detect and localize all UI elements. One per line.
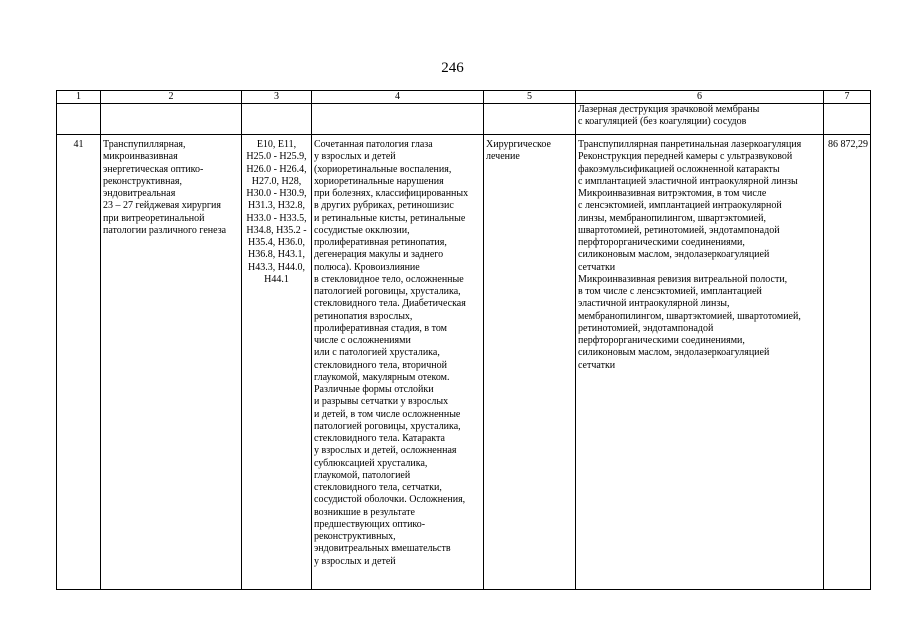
text-line: патологии различного генеза bbox=[103, 224, 227, 236]
text-line: у взрослых и детей, осложненная bbox=[314, 445, 457, 457]
text-line: пролиферативная стадия, в том bbox=[314, 322, 447, 334]
table-header-row bbox=[57, 91, 871, 104]
text-line: Различные формы отслойки bbox=[314, 384, 434, 395]
text-line: H31.3, H32.8, bbox=[248, 200, 305, 212]
text-line: H36.8, H43.1, bbox=[248, 249, 305, 261]
text-line: и разрывы сетчатки у взрослых bbox=[314, 396, 449, 408]
header-cell: 2 bbox=[101, 91, 242, 104]
text-line: дегенерация макулы и заднего bbox=[314, 249, 444, 261]
text-line: с имплантацией эластичной интраокулярной линзы bbox=[578, 175, 798, 187]
text-line: H27.0, H28, bbox=[251, 175, 302, 187]
text-line: перфторорганическими соединениями, bbox=[578, 237, 745, 248]
text-line: энергетическая оптико- bbox=[103, 163, 204, 175]
text-line: при витреоретинальной bbox=[103, 212, 205, 224]
text-line: пролиферативная ретинопатия, bbox=[314, 237, 447, 248]
text-line: сосудистой оболочки. Осложнения, bbox=[314, 494, 466, 506]
table-row bbox=[57, 135, 871, 590]
text-line: H33.0 - H33.5, bbox=[246, 212, 307, 224]
header-cell: 6 bbox=[576, 91, 824, 104]
text-line: факоэмульсификацией осложненной катаракты bbox=[578, 163, 780, 175]
header-cell: 5 bbox=[484, 91, 576, 104]
header-cell: 1 bbox=[57, 91, 101, 104]
text-line: с коагуляцией (без коагуляции) сосудов bbox=[578, 116, 747, 128]
text-line: полюса). Кровоизлияние bbox=[314, 261, 420, 273]
text-line: глаукомой, патологией bbox=[314, 469, 411, 481]
continuation-row bbox=[57, 104, 871, 135]
text-line: и ретинальные кисты, ретинальные bbox=[314, 212, 466, 224]
text-line: стекловидного тела. Катаракта bbox=[314, 433, 445, 444]
text-line: предшествующих оптико- bbox=[314, 518, 426, 530]
continuation-methods-cell bbox=[576, 104, 824, 135]
row-number-cell: 41 bbox=[57, 135, 101, 590]
procedures-table bbox=[56, 90, 871, 590]
text-line: в том числе с ленсэктомией, имплантацией bbox=[578, 286, 762, 297]
text-line: эндовитреальных вмешательств bbox=[314, 543, 451, 555]
text-line: Транспупиллярная панретинальная лазеркоагуляция bbox=[578, 139, 802, 150]
text-line: с ленсэктомией, имплантацией интраокулярной bbox=[578, 200, 782, 212]
page-number: 246 bbox=[441, 60, 464, 76]
text-line: перфторорганическими соединениями, bbox=[578, 335, 745, 346]
text-line: линзы, мембранопилингом, швартэктомией, bbox=[578, 212, 766, 224]
text-line: Хирургическое bbox=[486, 139, 551, 150]
text-line: глаукомой, макулярным отеком. bbox=[314, 371, 450, 383]
text-line: силиконовым маслом, эндолазеркоагуляцией bbox=[578, 249, 770, 261]
text-line: в стекловидное тело, осложненные bbox=[314, 273, 464, 285]
text-line: Микроинвазивная ревизия витреальной полости, bbox=[578, 273, 788, 285]
text-line: H35.4, H36.0, bbox=[248, 237, 305, 248]
text-line: H44.1 bbox=[264, 273, 289, 285]
treatment-methods-cell bbox=[576, 135, 824, 590]
text-line: реконструктивная, bbox=[103, 175, 182, 187]
text-line: при болезнях, классифицированных bbox=[314, 188, 469, 199]
text-line: (хориоретинальные воспаления, bbox=[314, 163, 452, 175]
text-line: у взрослых и детей bbox=[314, 555, 396, 567]
text-line: Сочетанная патология глаза bbox=[314, 139, 433, 150]
text-line: реконструктивных, bbox=[314, 531, 396, 542]
text-line: эндовитреальная bbox=[103, 188, 176, 199]
text-line: H30.0 - H30.9, bbox=[246, 188, 307, 199]
text-line: H34.8, H35.2 - bbox=[246, 224, 307, 236]
text-line: лечение bbox=[486, 151, 520, 163]
text-line: Лазерная деструкция зрачковой мембраны bbox=[578, 104, 760, 115]
text-line: сосудистые окклюзии, bbox=[314, 224, 410, 236]
text-line: силиконовым маслом, эндолазеркоагуляцией bbox=[578, 347, 770, 359]
text-line: ретинопатия взрослых, bbox=[314, 310, 413, 322]
text-line: хориоретинальные нарушения bbox=[314, 175, 444, 187]
text-line: сетчатки bbox=[578, 261, 616, 273]
cost-cell: 86 872,29 bbox=[824, 135, 871, 590]
text-line: сублюксацией хрусталика, bbox=[314, 457, 428, 469]
text-line: у взрослых и детей bbox=[314, 151, 396, 163]
text-line: числе с осложнениями bbox=[314, 335, 411, 346]
text-line: в других рубриках, ретиношизис bbox=[314, 200, 454, 212]
text-line: H43.3, H44.0, bbox=[248, 261, 305, 273]
header-cell: 4 bbox=[312, 91, 484, 104]
treatment-type-cell bbox=[484, 135, 576, 590]
text-line: Реконструкция передней камеры с ультразвуковой bbox=[578, 151, 793, 163]
text-line: возникшие в результате bbox=[314, 506, 415, 518]
text-line: швартотомией, ретинотомией, эндотампонадой bbox=[578, 224, 780, 236]
header-cell: 7 bbox=[824, 91, 871, 104]
text-line: стекловидного тела. Диабетическая bbox=[314, 298, 466, 310]
diagnosis-cell bbox=[312, 135, 484, 590]
text-line: патологией роговицы, хрусталика, bbox=[314, 286, 461, 297]
text-line: ретинотомией, эндотампонадой bbox=[578, 322, 714, 334]
text-line: или с патологией хрусталика, bbox=[314, 347, 440, 359]
care-type-cell bbox=[101, 135, 242, 590]
text-line: эластичной интраокулярной линзы, bbox=[578, 298, 730, 310]
text-line: H26.0 - H26.4, bbox=[246, 163, 307, 175]
icd-codes-cell bbox=[242, 135, 312, 590]
text-line: E10, E11, bbox=[256, 139, 297, 150]
text-line: микроинвазивная bbox=[103, 151, 178, 163]
text-line: 23 – 27 гейджевая хирургия bbox=[103, 200, 221, 212]
text-line: стекловидного тела, вторичной bbox=[314, 359, 447, 371]
text-line: и детей, в том числе осложненные bbox=[314, 408, 461, 420]
text-line: Транспупиллярная, bbox=[103, 139, 186, 150]
text-line: стекловидного тела, сетчатки, bbox=[314, 482, 442, 493]
text-line: Микроинвазивная витрэктомия, в том числе bbox=[578, 188, 767, 199]
text-line: сетчатки bbox=[578, 359, 616, 371]
text-line: патологией роговицы, хрусталика, bbox=[314, 420, 461, 432]
text-line: H25.0 - H25.9, bbox=[246, 151, 307, 163]
text-line: мембранопилингом, швартэктомией, швартотомией, bbox=[578, 310, 801, 322]
header-cell: 3 bbox=[242, 91, 312, 104]
